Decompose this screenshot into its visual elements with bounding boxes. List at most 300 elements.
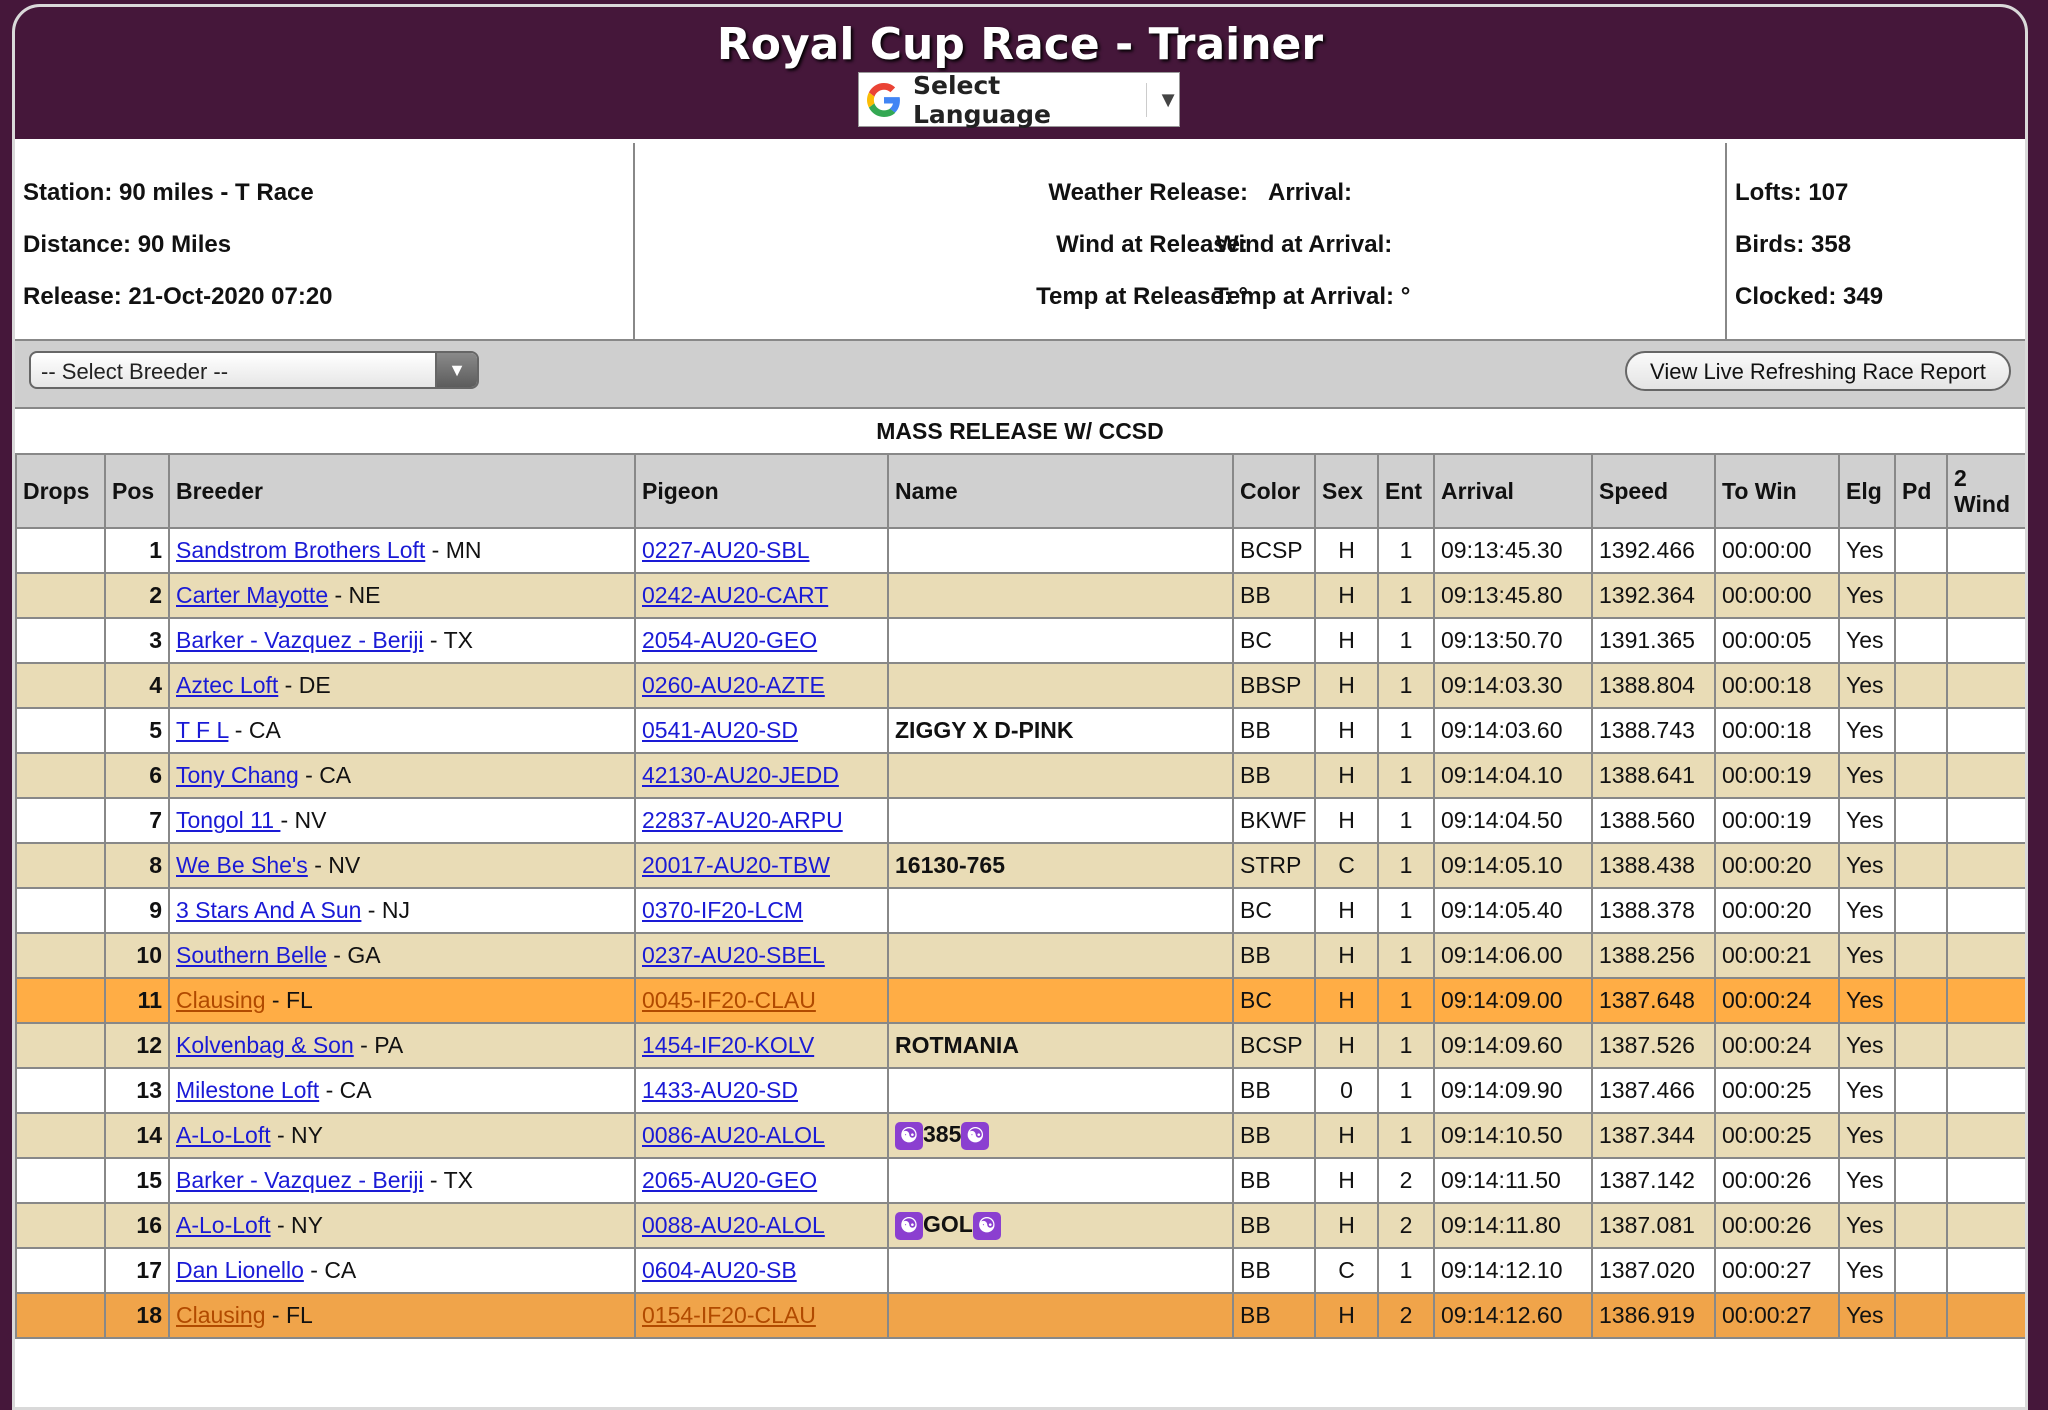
- col-pigeon[interactable]: Pigeon: [635, 454, 888, 528]
- pigeon-name: [888, 663, 1233, 708]
- results-body: [16, 528, 2026, 1338]
- color-cell: BB: [1233, 933, 1315, 978]
- to-win-cell: 00:00:18: [1715, 708, 1839, 753]
- speed-cell: 1388.438: [1592, 843, 1715, 888]
- color-cell: BB: [1233, 1293, 1315, 1338]
- arrival-cell: 09:14:04.10: [1434, 753, 1592, 798]
- color-cell: STRP: [1233, 843, 1315, 888]
- color-cell: BB: [1233, 573, 1315, 618]
- table-row: [16, 843, 2026, 888]
- drops-cell: [16, 663, 105, 708]
- breeder-link[interactable]: 3 Stars And A Sun: [176, 897, 362, 923]
- breeder-state: - DE: [278, 672, 331, 698]
- ent-cell: 2: [1378, 1158, 1434, 1203]
- sex-cell: C: [1315, 843, 1378, 888]
- position-cell: 14: [105, 1113, 169, 1158]
- breeder-link[interactable]: A-Lo-Loft: [176, 1122, 271, 1148]
- elg-cell: Yes: [1839, 708, 1895, 753]
- arrival-cell: 09:14:04.50: [1434, 798, 1592, 843]
- google-icon: [867, 83, 901, 117]
- page-frame: [12, 4, 2028, 1410]
- pigeon-name: [888, 618, 1233, 663]
- breeder-link[interactable]: Milestone Loft: [176, 1077, 320, 1103]
- sex-cell: H: [1315, 798, 1378, 843]
- ent-cell: 1: [1378, 1023, 1434, 1068]
- speed-cell: 1391.365: [1592, 618, 1715, 663]
- arrival-cell: 09:13:50.70: [1434, 618, 1592, 663]
- speed-cell: 1387.648: [1592, 978, 1715, 1023]
- speed-cell: 1388.560: [1592, 798, 1715, 843]
- to-win-cell: 00:00:25: [1715, 1113, 1839, 1158]
- color-cell: BB: [1233, 753, 1315, 798]
- arrival-cell: 09:14:10.50: [1434, 1113, 1592, 1158]
- ent-cell: 1: [1378, 978, 1434, 1023]
- to-win-cell: 00:00:26: [1715, 1203, 1839, 1248]
- to-win-cell: 00:00:26: [1715, 1158, 1839, 1203]
- breeder-state: - FL: [265, 987, 313, 1013]
- table-row: [16, 978, 2026, 1023]
- ent-cell: 2: [1378, 1203, 1434, 1248]
- col-sex[interactable]: Sex: [1315, 454, 1378, 528]
- pigeon-link[interactable]: 0227-AU20-SBL: [642, 537, 810, 563]
- breeder-link[interactable]: T F L: [176, 717, 229, 743]
- col-elg[interactable]: Elg: [1839, 454, 1895, 528]
- pigeon-link[interactable]: 0237-AU20-SBEL: [642, 942, 825, 968]
- arrival-cell: 09:14:12.60: [1434, 1293, 1592, 1338]
- breeder-state: - FL: [265, 1302, 313, 1328]
- table-row: [16, 1293, 2026, 1338]
- position-cell: 1: [105, 528, 169, 573]
- two-wind-cell: [1947, 573, 2026, 618]
- pigeon-link[interactable]: 0086-AU20-ALOL: [642, 1122, 825, 1148]
- elg-cell: Yes: [1839, 1113, 1895, 1158]
- breeder-link[interactable]: Sandstrom Brothers Loft: [176, 537, 426, 563]
- pigeon-cell: [635, 978, 888, 1023]
- to-win-cell: 00:00:18: [1715, 663, 1839, 708]
- to-win-cell: 00:00:24: [1715, 978, 1839, 1023]
- live-report-button[interactable]: View Live Refreshing Race Report: [1625, 351, 2011, 391]
- drops-cell: [16, 1068, 105, 1113]
- yin-yang-icon: ☯: [961, 1122, 989, 1150]
- color-cell: BCSP: [1233, 528, 1315, 573]
- sex-cell: H: [1315, 618, 1378, 663]
- sex-cell: H: [1315, 528, 1378, 573]
- pigeon-link[interactable]: 0260-AU20-AZTE: [642, 672, 825, 698]
- elg-cell: Yes: [1839, 1158, 1895, 1203]
- sex-cell: H: [1315, 933, 1378, 978]
- pigeon-link[interactable]: 0088-AU20-ALOL: [642, 1212, 825, 1238]
- pigeon-link[interactable]: 0242-AU20-CART: [642, 582, 829, 608]
- chevron-down-icon: ▼: [435, 353, 477, 387]
- pigeon-name: GOL: [923, 1211, 973, 1238]
- table-row: [16, 798, 2026, 843]
- breeder-link[interactable]: Clausing: [176, 987, 266, 1013]
- two-wind-cell: [1947, 1248, 2026, 1293]
- filter-bar: [15, 341, 2025, 409]
- arrival-cell: 09:14:11.80: [1434, 1203, 1592, 1248]
- two-wind-cell: [1947, 1203, 2026, 1248]
- to-win-cell: 00:00:20: [1715, 888, 1839, 933]
- pd-cell: [1895, 528, 1947, 573]
- breeder-state: - NY: [270, 1212, 323, 1238]
- pigeon-cell: [635, 888, 888, 933]
- yin-yang-icon: ☯: [895, 1122, 923, 1150]
- col-breeder[interactable]: Breeder: [169, 454, 635, 528]
- table-row: [16, 1068, 2026, 1113]
- breeder-link[interactable]: Southern Belle: [176, 942, 327, 968]
- breeder-cell: [169, 753, 635, 798]
- table-row: [16, 753, 2026, 798]
- drops-cell: [16, 1248, 105, 1293]
- pigeon-link[interactable]: 42130-AU20-JEDD: [642, 762, 839, 788]
- sex-cell: H: [1315, 978, 1378, 1023]
- sex-cell: H: [1315, 1023, 1378, 1068]
- arrival-cell: 09:14:03.60: [1434, 708, 1592, 753]
- two-wind-cell: [1947, 933, 2026, 978]
- breeder-cell: [169, 1023, 635, 1068]
- color-cell: BC: [1233, 618, 1315, 663]
- pd-cell: [1895, 573, 1947, 618]
- position-cell: 13: [105, 1068, 169, 1113]
- pd-cell: [1895, 618, 1947, 663]
- breeder-state: - GA: [326, 942, 381, 968]
- pigeon-cell: [635, 1068, 888, 1113]
- elg-cell: Yes: [1839, 1293, 1895, 1338]
- pigeon-link[interactable]: 22837-AU20-ARPU: [642, 807, 843, 833]
- position-cell: 6: [105, 753, 169, 798]
- breeder-cell: [169, 798, 635, 843]
- arrival-label: Arrival:: [1268, 179, 1353, 206]
- breeder-cell: [169, 528, 635, 573]
- two-wind-cell: [1947, 1158, 2026, 1203]
- col-pos[interactable]: Pos: [105, 454, 169, 528]
- elg-cell: Yes: [1839, 933, 1895, 978]
- sex-cell: C: [1315, 1248, 1378, 1293]
- drops-cell: [16, 753, 105, 798]
- col-arrival[interactable]: Arrival: [1434, 454, 1592, 528]
- pd-cell: [1895, 1158, 1947, 1203]
- release-text: Release: 21-Oct-2020 07:20: [23, 283, 333, 310]
- pigeon-name: [888, 753, 1233, 798]
- pigeon-name: [888, 978, 1233, 1023]
- breeder-link[interactable]: Kolvenbag & Son: [176, 1032, 354, 1058]
- ent-cell: 1: [1378, 1248, 1434, 1293]
- pd-cell: [1895, 1248, 1947, 1293]
- sex-cell: H: [1315, 1203, 1378, 1248]
- pigeon-cell: [635, 573, 888, 618]
- two-wind-cell: [1947, 663, 2026, 708]
- two-wind-cell: [1947, 1068, 2026, 1113]
- drops-cell: [16, 933, 105, 978]
- breeder-state: - NY: [270, 1122, 323, 1148]
- temp-release-label: Temp at Release: °: [1036, 283, 1248, 310]
- elg-cell: Yes: [1839, 888, 1895, 933]
- two-wind-cell: [1947, 1113, 2026, 1158]
- drops-cell: [16, 978, 105, 1023]
- elg-cell: Yes: [1839, 1203, 1895, 1248]
- sex-cell: H: [1315, 1158, 1378, 1203]
- pigeon-cell: [635, 1248, 888, 1293]
- weather-release-label: Weather Release:: [1048, 179, 1248, 206]
- breeder-select[interactable]: [29, 351, 479, 389]
- drops-cell: [16, 528, 105, 573]
- pigeon-name-cell: [888, 1203, 1233, 1248]
- table-row: [16, 1158, 2026, 1203]
- col-to-win[interactable]: To Win: [1715, 454, 1839, 528]
- breeder-link[interactable]: Carter Mayotte: [176, 582, 329, 608]
- breeder-link[interactable]: We Be She's: [176, 852, 308, 878]
- ent-cell: 1: [1378, 933, 1434, 978]
- pigeon-link[interactable]: 2065-AU20-GEO: [642, 1167, 818, 1193]
- pd-cell: [1895, 753, 1947, 798]
- breeder-link[interactable]: Barker - Vazquez - Beriji: [176, 627, 424, 653]
- breeder-link[interactable]: Tongol 11: [176, 807, 281, 833]
- table-row: [16, 663, 2026, 708]
- sex-cell: H: [1315, 1293, 1378, 1338]
- elg-cell: Yes: [1839, 573, 1895, 618]
- pd-cell: [1895, 663, 1947, 708]
- breeder-cell: [169, 663, 635, 708]
- pigeon-name: [888, 1068, 1233, 1113]
- sex-cell: H: [1315, 888, 1378, 933]
- sex-cell: H: [1315, 663, 1378, 708]
- breeder-state: - CA: [228, 717, 281, 743]
- results-table: [15, 453, 2027, 1339]
- col-ent[interactable]: Ent: [1378, 454, 1434, 528]
- breeder-link[interactable]: Aztec Loft: [176, 672, 279, 698]
- pd-cell: [1895, 798, 1947, 843]
- breeder-state: - NJ: [361, 897, 410, 923]
- to-win-cell: 00:00:05: [1715, 618, 1839, 663]
- color-cell: BB: [1233, 1248, 1315, 1293]
- table-row: [16, 708, 2026, 753]
- table-row: [16, 933, 2026, 978]
- breeder-state: - CA: [319, 1077, 372, 1103]
- sex-cell: 0: [1315, 1068, 1378, 1113]
- sex-cell: H: [1315, 1113, 1378, 1158]
- race-stats: [1727, 143, 2025, 339]
- to-win-cell: 00:00:27: [1715, 1293, 1839, 1338]
- table-header-row: [16, 454, 2026, 528]
- pigeon-name: [888, 1248, 1233, 1293]
- position-cell: 18: [105, 1293, 169, 1338]
- pigeon-link[interactable]: 0370-IF20-LCM: [642, 897, 804, 923]
- clocked-count: Clocked: 349: [1735, 283, 1884, 310]
- pigeon-link[interactable]: 1433-AU20-SD: [642, 1077, 798, 1103]
- page-title: Royal Cup Race - Trainer: [716, 19, 1324, 70]
- pigeon-link[interactable]: 0541-AU20-SD: [642, 717, 798, 743]
- ent-cell: 1: [1378, 753, 1434, 798]
- ent-cell: 1: [1378, 843, 1434, 888]
- elg-cell: Yes: [1839, 1248, 1895, 1293]
- pigeon-link[interactable]: 0154-IF20-CLAU: [642, 1302, 816, 1328]
- ent-cell: 1: [1378, 1113, 1434, 1158]
- pd-cell: [1895, 1203, 1947, 1248]
- drops-cell: [16, 1023, 105, 1068]
- pigeon-name: [888, 1158, 1233, 1203]
- pigeon-cell: [635, 663, 888, 708]
- table-row: [16, 1113, 2026, 1158]
- pigeon-name: [888, 798, 1233, 843]
- speed-cell: 1386.919: [1592, 1293, 1715, 1338]
- arrival-cell: 09:14:09.00: [1434, 978, 1592, 1023]
- two-wind-cell: [1947, 618, 2026, 663]
- position-cell: 7: [105, 798, 169, 843]
- elg-cell: Yes: [1839, 618, 1895, 663]
- to-win-cell: 00:00:19: [1715, 798, 1839, 843]
- sex-cell: H: [1315, 573, 1378, 618]
- color-cell: BKWF: [1233, 798, 1315, 843]
- to-win-cell: 00:00:00: [1715, 528, 1839, 573]
- language-divider: [1146, 83, 1147, 117]
- pigeon-name: [888, 528, 1233, 573]
- speed-cell: 1387.020: [1592, 1248, 1715, 1293]
- pigeon-cell: [635, 753, 888, 798]
- elg-cell: Yes: [1839, 663, 1895, 708]
- breeder-cell: [169, 1068, 635, 1113]
- color-cell: BC: [1233, 978, 1315, 1023]
- speed-cell: 1387.466: [1592, 1068, 1715, 1113]
- to-win-cell: 00:00:19: [1715, 753, 1839, 798]
- pigeon-name: 385: [923, 1121, 962, 1148]
- arrival-cell: 09:14:09.90: [1434, 1068, 1592, 1113]
- col-2-wind[interactable]: 2 Wind: [1947, 454, 2026, 528]
- drops-cell: [16, 708, 105, 753]
- pd-cell: [1895, 708, 1947, 753]
- arrival-cell: 09:14:06.00: [1434, 933, 1592, 978]
- breeder-state: - NV: [280, 807, 327, 833]
- pigeon-link[interactable]: 0604-AU20-SB: [642, 1257, 797, 1283]
- color-cell: BB: [1233, 1203, 1315, 1248]
- col-speed[interactable]: Speed: [1592, 454, 1715, 528]
- two-wind-cell: [1947, 1023, 2026, 1068]
- yin-yang-icon: ☯: [895, 1212, 923, 1240]
- elg-cell: Yes: [1839, 753, 1895, 798]
- speed-cell: 1388.804: [1592, 663, 1715, 708]
- pd-cell: [1895, 933, 1947, 978]
- position-cell: 4: [105, 663, 169, 708]
- pigeon-cell: [635, 1293, 888, 1338]
- ent-cell: 1: [1378, 798, 1434, 843]
- to-win-cell: 00:00:24: [1715, 1023, 1839, 1068]
- to-win-cell: 00:00:20: [1715, 843, 1839, 888]
- two-wind-cell: [1947, 843, 2026, 888]
- pd-cell: [1895, 978, 1947, 1023]
- pd-cell: [1895, 843, 1947, 888]
- ent-cell: 1: [1378, 663, 1434, 708]
- elg-cell: Yes: [1839, 1023, 1895, 1068]
- table-row: [16, 573, 2026, 618]
- color-cell: BB: [1233, 1113, 1315, 1158]
- pigeon-link[interactable]: 2054-AU20-GEO: [642, 627, 818, 653]
- arrival-cell: 09:13:45.80: [1434, 573, 1592, 618]
- pigeon-link[interactable]: 0045-IF20-CLAU: [642, 987, 816, 1013]
- elg-cell: Yes: [1839, 528, 1895, 573]
- arrival-cell: 09:13:45.30: [1434, 528, 1592, 573]
- elg-cell: Yes: [1839, 1068, 1895, 1113]
- col-pd[interactable]: Pd: [1895, 454, 1947, 528]
- position-cell: 3: [105, 618, 169, 663]
- wind-release-label: Wind at Release:: [1056, 231, 1248, 258]
- breeder-link[interactable]: Dan Lionello: [176, 1257, 304, 1283]
- elg-cell: Yes: [1839, 843, 1895, 888]
- pigeon-name: [888, 888, 1233, 933]
- pigeon-name: [888, 933, 1233, 978]
- language-selector[interactable]: [858, 72, 1180, 127]
- arrival-cell: 09:14:05.40: [1434, 888, 1592, 933]
- ent-cell: 1: [1378, 528, 1434, 573]
- station-text: Station: 90 miles - T Race: [23, 179, 314, 206]
- two-wind-cell: [1947, 528, 2026, 573]
- breeder-cell: [169, 843, 635, 888]
- temp-arrival-label: Temp at Arrival: °: [1214, 283, 1411, 310]
- pigeon-link[interactable]: 1454-IF20-KOLV: [642, 1032, 815, 1058]
- pigeon-cell: [635, 1203, 888, 1248]
- pigeon-name: ZIGGY X D-PINK: [888, 708, 1233, 753]
- speed-cell: 1392.466: [1592, 528, 1715, 573]
- breeder-link[interactable]: Clausing: [176, 1302, 266, 1328]
- speed-cell: 1387.526: [1592, 1023, 1715, 1068]
- pigeon-cell: [635, 843, 888, 888]
- position-cell: 12: [105, 1023, 169, 1068]
- col-color[interactable]: Color: [1233, 454, 1315, 528]
- section-title: MASS RELEASE W/ CCSD: [15, 409, 2025, 453]
- col-drops[interactable]: Drops: [16, 454, 105, 528]
- breeder-link[interactable]: Barker - Vazquez - Beriji: [176, 1167, 424, 1193]
- distance-text: Distance: 90 Miles: [23, 231, 232, 258]
- drops-cell: [16, 798, 105, 843]
- breeder-link[interactable]: A-Lo-Loft: [176, 1212, 271, 1238]
- speed-cell: 1388.256: [1592, 933, 1715, 978]
- drops-cell: [16, 1113, 105, 1158]
- pigeon-cell: [635, 933, 888, 978]
- color-cell: BCSP: [1233, 1023, 1315, 1068]
- breeder-cell: [169, 933, 635, 978]
- two-wind-cell: [1947, 798, 2026, 843]
- arrival-cell: 09:14:12.10: [1434, 1248, 1592, 1293]
- table-row: [16, 1248, 2026, 1293]
- breeder-state: - NE: [328, 582, 381, 608]
- color-cell: BB: [1233, 1068, 1315, 1113]
- breeder-cell: [169, 1293, 635, 1338]
- breeder-state: - TX: [423, 1167, 473, 1193]
- pigeon-link[interactable]: 20017-AU20-TBW: [642, 852, 830, 878]
- dropdown-arrow-icon: ▼: [1157, 86, 1179, 112]
- language-label: Select Language: [913, 70, 1052, 129]
- position-cell: 11: [105, 978, 169, 1023]
- pd-cell: [1895, 1023, 1947, 1068]
- ent-cell: 1: [1378, 888, 1434, 933]
- wind-arrival-label: Wind at Arrival:: [1216, 231, 1393, 258]
- breeder-cell: [169, 1113, 635, 1158]
- breeder-state: - CA: [298, 762, 352, 788]
- speed-cell: 1388.378: [1592, 888, 1715, 933]
- ent-cell: 1: [1378, 618, 1434, 663]
- breeder-state: - PA: [353, 1032, 404, 1058]
- speed-cell: 1392.364: [1592, 573, 1715, 618]
- table-row: [16, 528, 2026, 573]
- pigeon-cell: [635, 1023, 888, 1068]
- speed-cell: 1388.743: [1592, 708, 1715, 753]
- breeder-link[interactable]: Tony Chang: [176, 762, 299, 788]
- col-name[interactable]: Name: [888, 454, 1233, 528]
- breeder-cell: [169, 1248, 635, 1293]
- drops-cell: [16, 1293, 105, 1338]
- two-wind-cell: [1947, 753, 2026, 798]
- to-win-cell: 00:00:25: [1715, 1068, 1839, 1113]
- breeder-cell: [169, 708, 635, 753]
- to-win-cell: 00:00:21: [1715, 933, 1839, 978]
